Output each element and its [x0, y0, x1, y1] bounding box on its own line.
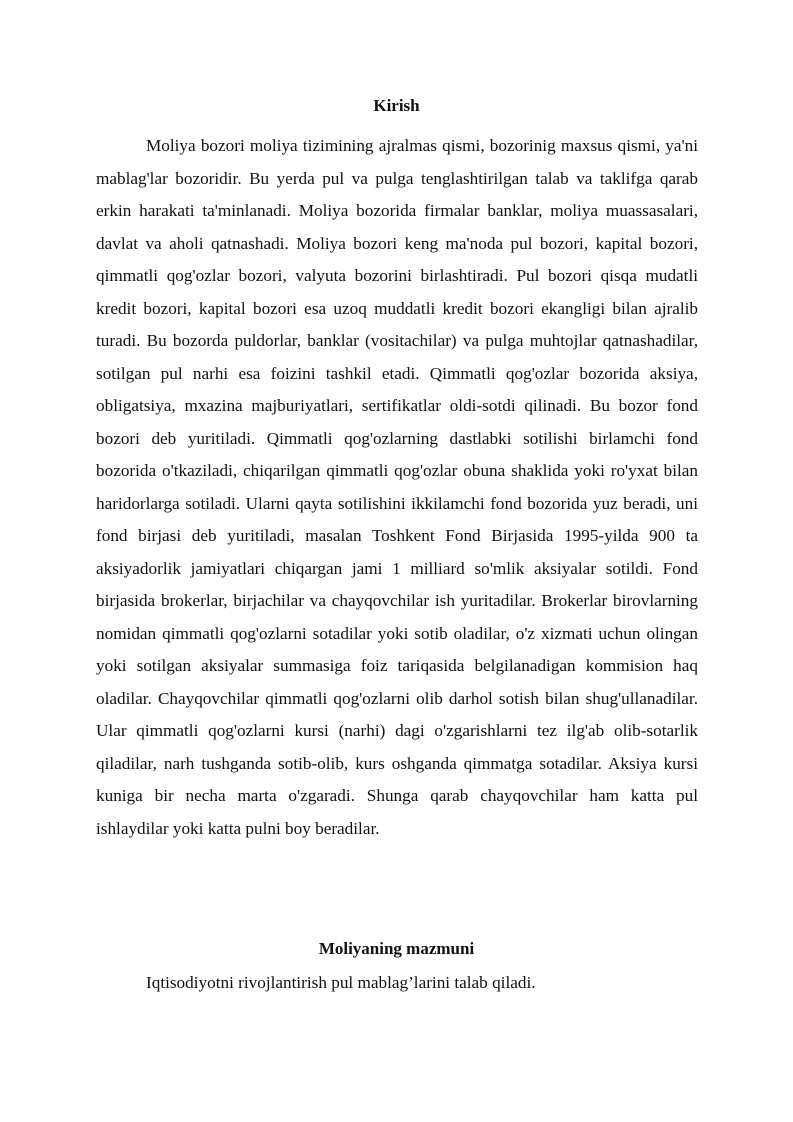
section-heading-kirish: Kirish	[373, 96, 420, 115]
section-heading-moliyaning-mazmuni: Moliyaning mazmuni	[318, 939, 475, 958]
body-paragraph: Moliya bozori moliya tizimining ajralmas qismi, bozorinig maxsus qismi, ya'ni mablag'lar bozoridir. Bu yerda pul va pulga tenglashtirilgan talab va taklifga qarab erkin harakati ta'minlanadi. Moliya bozorida firmalar banklar, moliya muassasalari, davlat va aholi qatnashadi. Moliya bozori keng ma'noda pul bozori, kapital bozori, qimmatli qog'ozlar bozori, valyuta bozorini birlashtiradi. Pul bozori qisqa mudatli kredit bozori, kapital bozori esa uzoq muddatli kredit bozori ekangligi bilan ajralib turadi. Bu bozorda puldorlar, banklar (vositachilar) va pulga muhtojlar qatnashadilar, sotilgan pul narhi esa foizini tashkil etadi. Qimmatli qog'ozlar bozorida aksiya, obligatsiya, mxazina majburiyatlari, sertifikatlar oldi-sotdi qilinadi. Bu bozor fond bozori deb yuritiladi. Qimmatli qog'ozlarning dastlabki sotilishi birlamchi fond bozorida o'tkaziladi, chiqarilgan qimmatli qog'ozlar obuna shaklida yoki ro'yxat bilan haridorlarga sotiladi. Ularni qayta sotilishini ikkilamchi fond bozorida yuz beradi, uni fond birjasi deb yuritiladi, masalan Toshkent Fond Birjasida 1995-yilda 900 ta aksiyadorlik jamiyatlari chiqargan jami 1 milliard so'mlik aksiyalar sotildi. Fond birjasida brokerlar, birjachilar va chayqovchilar ish yuritadilar. Brokerlar birovlarning nomidan qimmatli qog'ozlarni sotadilar yoki sotib oladilar, o'z xizmati uchun olingan yoki sotilgan aksiyalar summasiga foiz tariqasida belgilanadigan kommision haq oladilar. Chayqovchilar qimmatli qog'ozlarni olib darhol sotish bilan shug'ullanadilar. Ular qimmatli qog'ozlarni kursi (narhi) dagi o'zgarishlarni tez ilg'ab olib-sotarlik qiladilar, narh tushganda sotib-olib, kurs oshganda qimmatga sotadilar. Aksiya kursi kuniga bir necha marta o'zgaradi. Shunga qarab chayqovchilar ham katta pul ishlaydilar yoki katta pulni boy beradilar.	[96, 136, 698, 838]
body-paragraph-2: Iqtisodiyotni rivojlantirish pul mablag’larini talab qiladi.	[146, 973, 536, 992]
